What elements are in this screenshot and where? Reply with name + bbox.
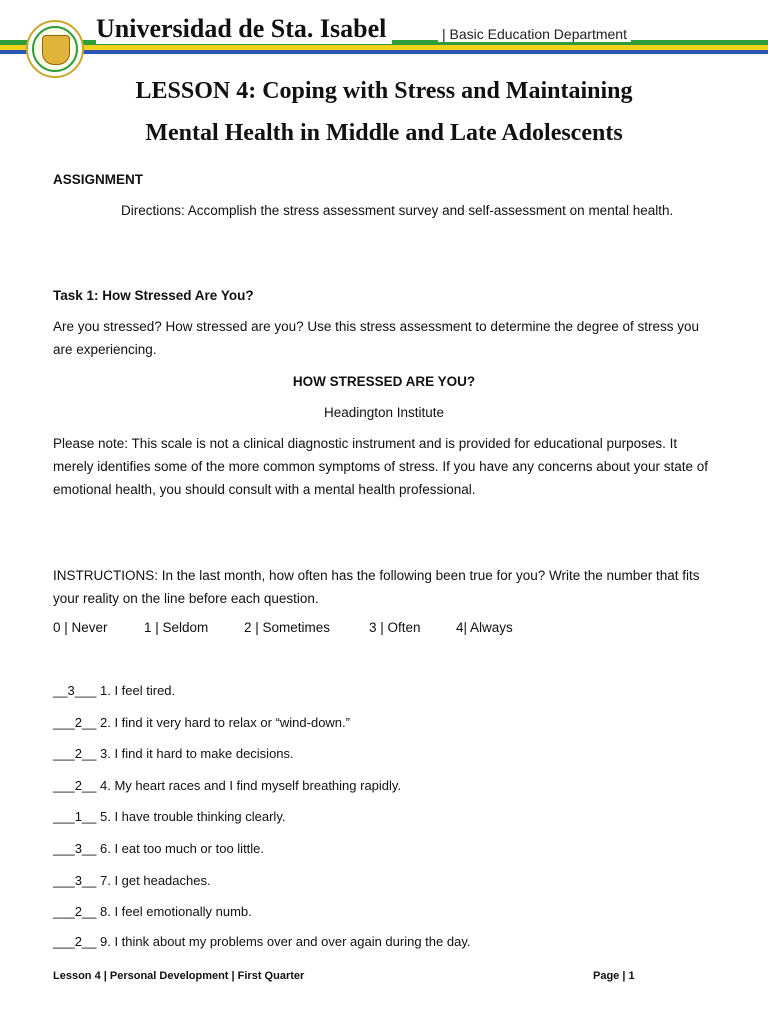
university-seal-icon [26,20,84,78]
university-name: Universidad de Sta. Isabel [96,14,392,44]
header-stripe-blue [0,50,768,54]
footer-lesson-info: Lesson 4 | Personal Development | First Quarter [53,970,305,982]
survey-instructions: INSTRUCTIONS: In the last month, how often has the following been true for you? Write the number that fits your reality on the line before each question. [53,568,700,606]
task-intro: Are you stressed? How stressed are you? Use this stress assessment to determine the degree of stress you are experiencing. [53,319,700,357]
lesson-title-line1: LESSON 4: Coping with Stress and Maintaining [135,78,633,104]
survey-item: ___3__ 7. I get headaches. [53,873,211,888]
page-header [0,0,768,70]
survey-item: __3___ 1. I feel tired. [53,683,176,698]
scale-seldom: 1 | Seldom [144,620,209,635]
scale-always: 4| Always [456,620,513,635]
survey-item: ___2__ 9. I think about my problems over and over again during the day. [53,934,471,949]
survey-title: HOW STRESSED ARE YOU? [292,374,476,389]
survey-source: Headington Institute [323,405,445,420]
survey-item: ___2__ 4. My heart races and I find myself breathing rapidly. [53,778,402,793]
survey-item: ___2__ 2. I find it very hard to relax or “wind-down.” [53,715,350,730]
survey-note: Please note: This scale is not a clinical diagnostic instrument and is provided for educational purposes. It merely identifies some of the more common symptoms of stress. If you have any concerns about your state of emotional health, you should consult with a mental health professional. [53,436,709,497]
department-name: | Basic Education Department [438,26,631,42]
assignment-directions: Directions: Accomplish the stress assessment survey and self-assessment on mental health. [121,203,674,218]
footer-page-number: Page | 1 [593,970,635,982]
scale-sometimes: 2 | Sometimes [244,620,331,635]
scale-often: 3 | Often [369,620,421,635]
survey-item: ___2__ 8. I feel emotionally numb. [53,904,252,919]
assignment-heading: ASSIGNMENT [53,172,144,187]
task-heading: Task 1: How Stressed Are You? [53,288,254,303]
survey-item: ___2__ 3. I find it hard to make decisions. [53,746,294,761]
scale-never: 0 | Never [53,620,108,635]
seal-shield [42,35,70,65]
lesson-title-line2: Mental Health in Middle and Late Adolescents [145,120,623,146]
survey-item: ___1__ 5. I have trouble thinking clearly. [53,809,286,824]
survey-item: ___3__ 6. I eat too much or too little. [53,841,265,856]
